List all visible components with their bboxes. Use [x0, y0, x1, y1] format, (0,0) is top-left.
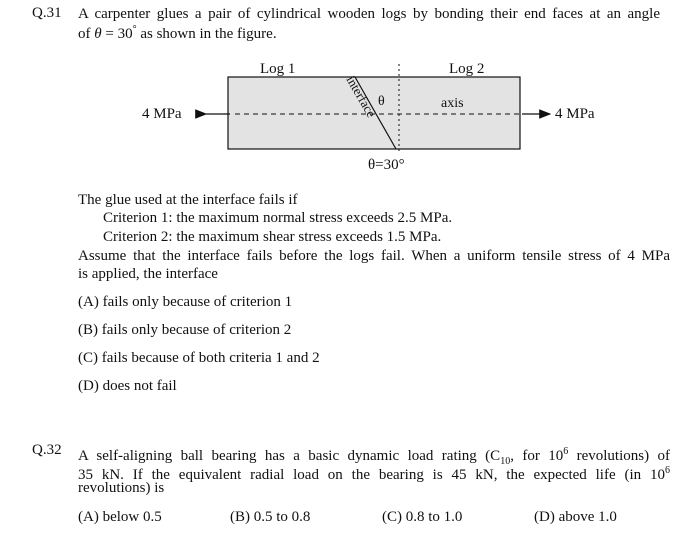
superscript: 6 [563, 446, 569, 457]
option-a: (A) below 0.5 [78, 509, 162, 525]
right-load-label: 4 MPa [555, 106, 595, 122]
question-stem-line: revolutions) is [78, 480, 165, 496]
stem-text: revolutions) of [568, 448, 670, 464]
glued-logs-figure [140, 58, 620, 178]
angle-label: θ=30° [368, 157, 405, 173]
question-number: Q.31 [32, 5, 62, 21]
option-c: (C) 0.8 to 1.0 [382, 509, 463, 525]
interface-label: interface [343, 73, 380, 120]
axis-label: axis [441, 96, 464, 111]
theta-symbol: θ [94, 26, 102, 42]
assumption-line: Assume that the interface fails before the logs fail. When a uniform tensile stress of 4 MPa [78, 248, 670, 264]
log1-label: Log 1 [260, 61, 296, 77]
stem-text: as shown in the figure. [136, 26, 277, 42]
option-d: (D) above 1.0 [534, 509, 617, 525]
stem-text: 35 kN. If the equivalent radial load on the bearing is 45 kN, the expected life (in 10 [78, 467, 665, 483]
option-a: (A) fails only because of criterion 1 [78, 294, 293, 310]
stem-text: of [78, 26, 95, 42]
question-number: Q.32 [32, 442, 62, 458]
option-b: (B) fails only because of criterion 2 [78, 322, 292, 338]
question-stem-line [78, 24, 277, 43]
log2-label: Log 2 [449, 61, 485, 77]
left-load-label: 4 MPa [142, 106, 182, 122]
figure-svg [140, 58, 620, 178]
option-c: (C) fails because of both criteria 1 and 2 [78, 350, 320, 366]
question-stem-line [78, 461, 670, 485]
criterion-2: Criterion 2: the maximum shear stress exceeds 1.5 MPa. [103, 229, 442, 245]
option-d: (D) does not fail [78, 378, 177, 394]
assumption-line: is applied, the interface [78, 266, 218, 282]
stem-text: A self-aligning ball bearing has a basic dynamic load rating (C [78, 448, 501, 464]
stem-text: = 30 [101, 26, 133, 42]
criterion-1: Criterion 1: the maximum normal stress exceeds 2.5 MPa. [103, 210, 453, 226]
stem-text: , for 10 [510, 448, 564, 464]
degree-symbol: ° [132, 24, 137, 35]
body-text: The glue used at the interface fails if [78, 192, 298, 208]
question-stem-line: A carpenter glues a pair of cylindrical wooden logs by bonding their end faces at an angle [78, 6, 660, 22]
subscript: 10 [500, 456, 511, 467]
superscript: 6 [665, 465, 670, 476]
theta-label: θ [378, 94, 385, 109]
option-b: (B) 0.5 to 0.8 [230, 509, 311, 525]
